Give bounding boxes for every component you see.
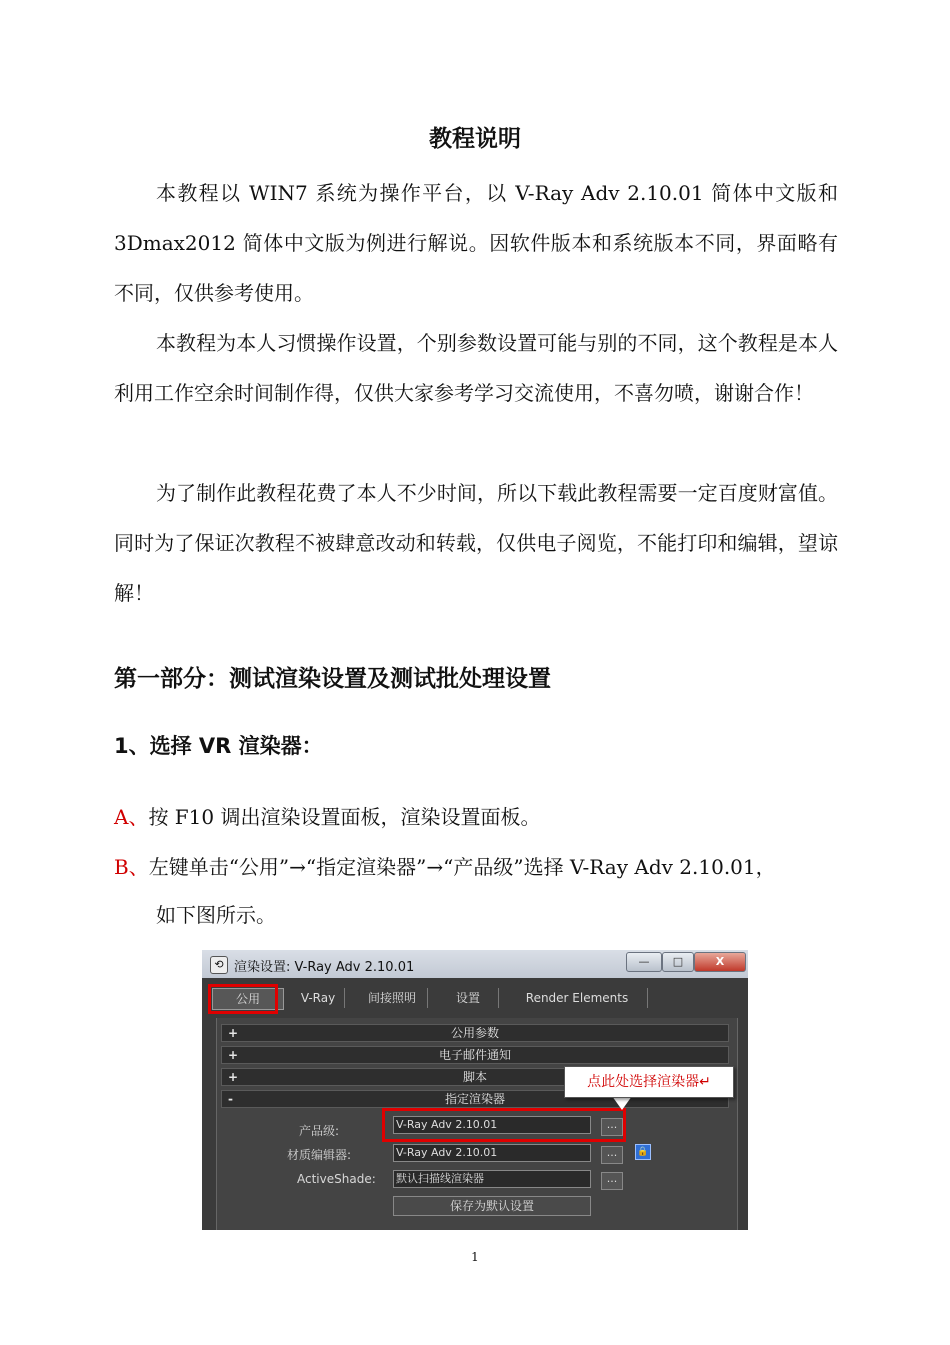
activeshade-label: ActiveShade: xyxy=(297,1172,376,1186)
tab-common[interactable]: 公用 xyxy=(212,988,284,1010)
production-label: 产品级: xyxy=(299,1124,340,1138)
section-heading: 第一部分：测试渲染设置及测试批处理设置 xyxy=(114,666,551,692)
material-editor-label: 材质编辑器: xyxy=(287,1148,352,1162)
activeshade-renderer-field: 默认扫描线渲染器 xyxy=(393,1170,591,1188)
choose-activeshade-renderer-button[interactable]: ... xyxy=(601,1172,623,1190)
highlight-production-row xyxy=(382,1108,626,1142)
step-b-marker: B、 xyxy=(114,855,149,879)
production-renderer-field: V-Ray Adv 2.10.01 xyxy=(393,1116,591,1134)
rollout-email-notifications[interactable] xyxy=(221,1046,729,1064)
step-a-marker: A、 xyxy=(114,805,149,829)
tab-render-elements[interactable]: Render Elements xyxy=(507,988,648,1008)
rollout-label: 公用参数 xyxy=(450,1026,499,1040)
lock-icon[interactable]: 🔒 xyxy=(635,1144,651,1160)
tab-vray[interactable]: V-Ray xyxy=(292,988,345,1008)
tab-bar xyxy=(202,978,748,1012)
intro-paragraph-1: 本教程以 WIN7 系统为操作平台，以 V-Ray Adv 2.10.01 简体中文版和 3Dmax2012 简体中文版为例进行解说。因软件版本和系统版本不同，界面略有不同，仅供参考使用。 xyxy=(114,181,838,305)
step-b-continuation: 如下图所示。 xyxy=(156,903,276,927)
intro-paragraph-2: 本教程为本人习惯操作设置，个别参数设置可能与别的不同，这个教程是本人利用工作空余时间制作得，仅供大家参考学习交流使用，不喜勿喷，谢谢合作！ xyxy=(114,331,838,405)
rollout-toggle: + xyxy=(228,1048,239,1062)
render-settings-window xyxy=(202,950,748,1230)
maximize-icon[interactable]: □ xyxy=(662,952,694,972)
window-title: 渲染设置: V-Ray Adv 2.10.01 xyxy=(234,960,415,975)
rollout-label: 指定渲染器 xyxy=(444,1092,505,1106)
app-icon: ⟲ xyxy=(210,956,228,974)
choose-production-renderer-button[interactable]: ... xyxy=(601,1118,623,1136)
rollout-common-parameters[interactable] xyxy=(221,1024,729,1042)
rollout-toggle: + xyxy=(228,1026,239,1040)
step-b xyxy=(114,842,776,892)
tab-indirect-illumination[interactable]: 间接照明 xyxy=(357,988,428,1008)
rollout-toggle: + xyxy=(228,1070,239,1084)
rollout-toggle: - xyxy=(228,1092,233,1106)
tab-settings[interactable]: 设置 xyxy=(438,988,499,1008)
step-a xyxy=(114,792,541,842)
page-number: 1 xyxy=(471,1250,479,1264)
material-editor-renderer-field: V-Ray Adv 2.10.01 xyxy=(393,1144,591,1162)
step-b-text: 左键单击“公用”→“指定渲染器”→“产品级”选择 V-Ray Adv 2.10.01， xyxy=(148,855,776,879)
callout-note: 点此处选择渲染器↵ xyxy=(564,1066,734,1098)
rollout-label: 脚本 xyxy=(462,1070,487,1084)
rollout-label: 电子邮件通知 xyxy=(438,1048,511,1062)
intro-paragraph-3: 为了制作此教程花费了本人不少时间，所以下载此教程需要一定百度财富值。同时为了保证次教程不被肆意改动和转载，仅供电子阅览，不能打印和编辑，望谅解！ xyxy=(114,481,838,605)
choose-material-editor-renderer-button[interactable]: ... xyxy=(601,1146,623,1164)
save-as-default-button[interactable]: 保存为默认设置 xyxy=(393,1196,591,1216)
window-titlebar xyxy=(202,950,748,978)
step-a-text: 按 F10 调出渲染设置面板，渲染设置面板。 xyxy=(148,805,541,829)
highlight-common-tab xyxy=(208,984,278,1014)
close-icon[interactable]: X xyxy=(694,952,746,972)
minimize-icon[interactable]: — xyxy=(626,952,662,972)
page-title: 教程说明 xyxy=(429,126,521,152)
callout-pointer xyxy=(612,1096,632,1110)
sub-heading: 1、选择 VR 渲染器： xyxy=(114,734,323,758)
